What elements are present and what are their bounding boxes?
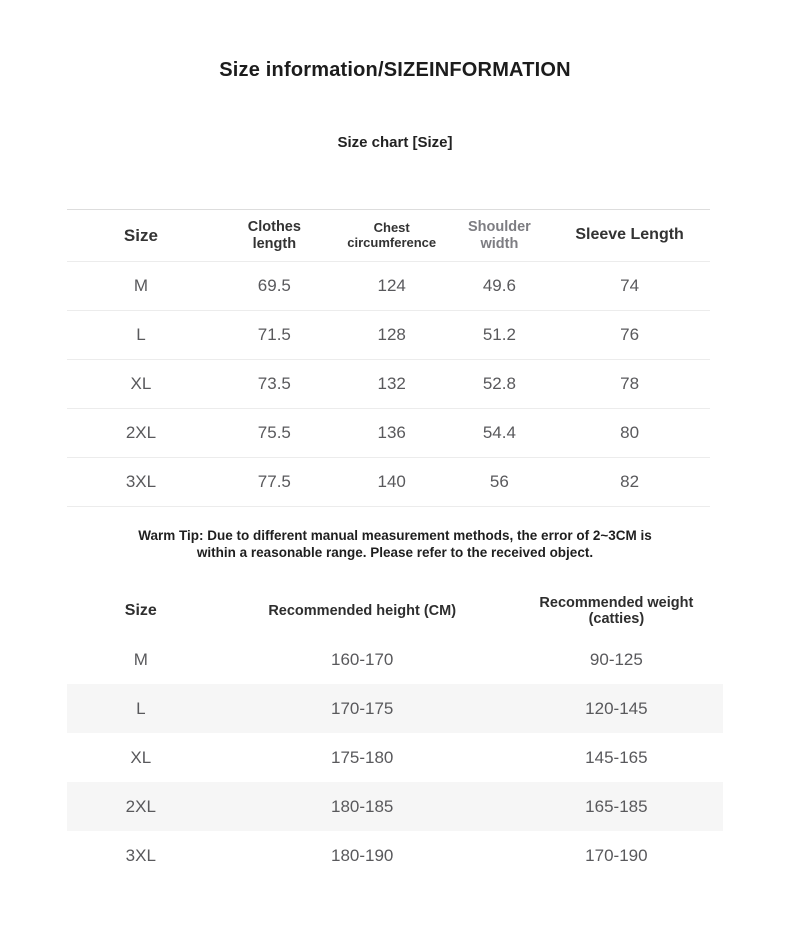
shoulder-cell: 51.2 [482,325,516,344]
size-cell: L [136,325,146,344]
chest-cell: 124 [377,276,406,295]
sleeve-cell: 80 [620,423,640,442]
shoulder-cell: 49.6 [482,276,516,295]
sleeve-cell: 74 [620,276,640,295]
height-cell: 175-180 [330,747,394,767]
column-header-recommended-height: Recommended height (CM) [268,603,457,619]
chest-cell: 128 [377,325,406,344]
table-row [67,311,710,360]
column-header-size: Size [123,225,158,245]
table-row [67,635,723,684]
clothes-length-cell: 77.5 [257,472,291,491]
height-cell: 170-175 [330,698,394,718]
recommendation-table [67,587,723,880]
table-row [67,831,723,880]
size-cell: M [133,276,149,295]
size-chart-header-row [67,210,710,262]
sleeve-cell: 82 [620,472,640,491]
weight-cell: 90-125 [589,649,643,669]
page-title: Size information/SIZEINFORMATION [219,59,571,81]
table-row [67,409,710,458]
table-row [67,360,710,409]
height-cell: 180-190 [330,845,394,865]
clothes-length-cell: 71.5 [257,325,291,344]
column-header-shoulder-width: Shoulder width [467,218,531,252]
size-cell: XL [130,374,152,393]
size-cell: 2XL [125,423,157,442]
table-row [67,782,723,831]
column-header-sleeve-length: Sleeve Length [575,226,684,244]
size-cell: L [136,698,146,718]
sleeve-cell: 76 [620,325,640,344]
weight-cell: 165-185 [585,796,648,816]
clothes-length-cell: 69.5 [257,276,291,295]
chest-cell: 140 [377,472,406,491]
table-row [67,684,723,733]
column-header-chest-circumference: Chest circumference [347,219,437,250]
weight-cell: 170-190 [585,845,648,865]
warm-tip-line-2: within a reasonable range. Please refer to the received object. [196,545,594,560]
table-row [67,262,710,311]
size-cell: 3XL [125,845,156,865]
table-row [67,733,723,782]
chest-cell: 136 [377,423,406,442]
warm-tip-line-1: Warm Tip: Due to different manual measurement methods, the error of 2~3CM is [138,528,652,543]
size-cell: 2XL [125,796,156,816]
size-cell: 3XL [125,472,157,491]
shoulder-cell: 54.4 [482,423,516,442]
column-header-size: Size [124,602,157,619]
size-cell: XL [130,747,152,767]
height-cell: 180-185 [330,796,394,816]
chest-cell: 132 [377,374,406,393]
sleeve-cell: 78 [620,374,640,393]
section-title-size-chart: Size chart [Size] [337,134,453,151]
height-cell: 160-170 [330,649,394,669]
weight-cell: 120-145 [585,698,648,718]
column-header-recommended-weight: Recommended weight (catties) [539,595,694,627]
column-header-clothes-length: Clothes length [247,218,301,252]
shoulder-cell: 52.8 [482,374,516,393]
shoulder-cell: 56 [489,472,509,491]
size-chart-table [67,209,710,507]
warm-tip-text [75,527,715,561]
size-cell: M [133,649,148,669]
clothes-length-cell: 73.5 [257,374,291,393]
clothes-length-cell: 75.5 [257,423,291,442]
recommendation-header-row [67,587,723,635]
table-row [67,458,710,507]
weight-cell: 145-165 [585,747,648,767]
